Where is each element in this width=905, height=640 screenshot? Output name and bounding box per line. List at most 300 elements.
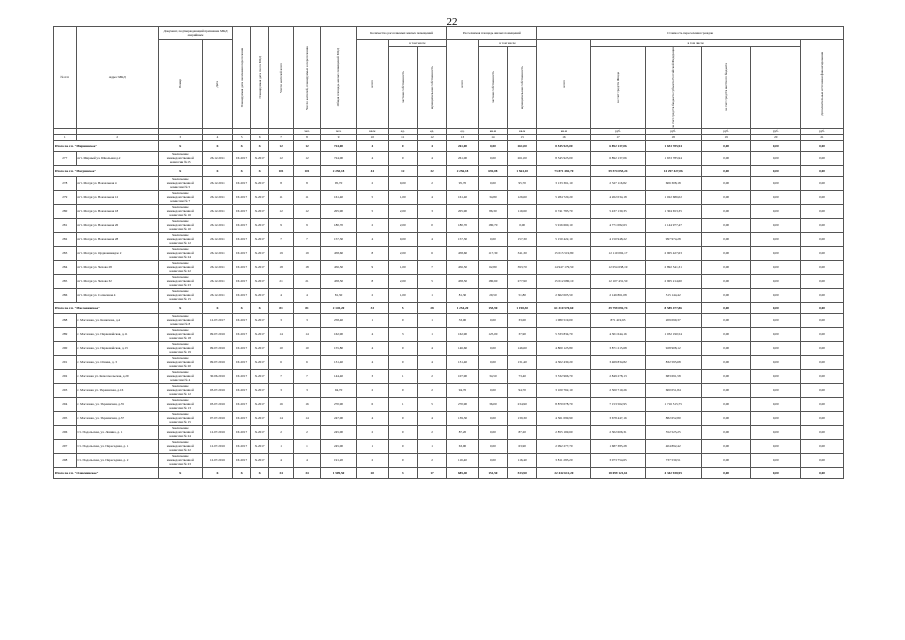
column-number: 8	[293, 134, 320, 140]
table-cell: 157,30	[321, 232, 357, 246]
table-cell: 15 012 680,10	[537, 274, 591, 288]
table-cell: 0,00	[701, 411, 751, 425]
table-cell: 119,60	[508, 204, 537, 218]
table-cell: 26.12.2011	[202, 151, 232, 165]
table-cell: 139,30	[447, 411, 479, 425]
table-cell: 692,08	[478, 165, 507, 176]
table-cell: 180,60	[478, 274, 507, 288]
address-cell: пгт. Могдя ул. Орджоникидзе 2	[76, 246, 158, 260]
document-cell: Заключение межведомственной комиссии № 20	[158, 355, 202, 369]
table-cell: 0,00	[801, 190, 844, 204]
table-cell: 6 892 137,06	[591, 140, 645, 151]
table-cell: 162,90	[321, 327, 357, 341]
table-cell: 28	[417, 302, 446, 313]
table-cell: 116,40	[508, 453, 537, 467]
table-cell: 458,60	[321, 246, 357, 260]
table-cell: 0,00	[701, 246, 751, 260]
table-cell: 0,00	[478, 176, 507, 190]
resettlement-table	[53, 26, 844, 479]
table-cell: 9	[357, 260, 389, 274]
unit-cell: ед.	[447, 128, 479, 134]
table-cell: 282	[54, 232, 77, 246]
table-cell: 09.07.2016	[202, 355, 232, 369]
table-cell: 14 947 179,50	[537, 260, 591, 274]
table-cell: 0	[388, 313, 417, 327]
hdr-area-total: всего	[447, 40, 479, 129]
table-cell: 4	[417, 190, 446, 204]
table-row	[54, 425, 844, 439]
column-number: 17	[591, 134, 645, 140]
table-cell: 0,00	[751, 439, 801, 453]
table-cell: 3	[269, 383, 294, 397]
table-cell: IX.2017	[233, 232, 251, 246]
table-cell: 297	[54, 439, 77, 453]
unit-cell: кв.м	[537, 128, 591, 134]
table-row	[54, 397, 844, 411]
table-cell: 73,40	[508, 369, 537, 383]
table-cell: 2 892 541,31	[645, 260, 701, 274]
table-cell: 1 304 653,35	[645, 204, 701, 218]
table-cell: 1	[357, 439, 389, 453]
address-cell: Ст. Подольская, ул. Пересадная, д. 1	[76, 439, 158, 453]
table-cell: 1 144 977,47	[645, 218, 701, 232]
table-cell: 0,00	[701, 165, 751, 176]
table-cell: 997 974,28	[645, 232, 701, 246]
table-cell: 0,00	[701, 397, 751, 411]
hdr-cost-local-2	[751, 47, 801, 129]
table-cell: 4	[269, 453, 294, 467]
table-cell: 26.12.2011	[202, 274, 232, 288]
table-cell: 4 342 938,95	[645, 467, 701, 478]
hdr-residents: Число жителей всего	[269, 27, 294, 129]
table-cell: 1	[417, 288, 446, 302]
table-cell: 1	[417, 313, 446, 327]
table-cell: X.2017	[251, 397, 269, 411]
table-row	[54, 439, 844, 453]
table-cell: 261,00	[447, 151, 479, 165]
table-cell: X	[233, 467, 251, 478]
table-cell: 6	[293, 355, 320, 369]
table-cell: 2 849 278,13	[591, 369, 645, 383]
table-cell: 5	[417, 397, 446, 411]
table-cell: 12.07.2016	[202, 425, 232, 439]
table-cell: 107,90	[447, 369, 479, 383]
table-cell: 0	[388, 439, 417, 453]
table-cell: 0,00	[751, 165, 801, 176]
table-cell: 4	[417, 151, 446, 165]
table-cell: 3 678 447,16	[591, 411, 645, 425]
column-number: 20	[751, 134, 801, 140]
table-cell: 12 107 431,50	[591, 274, 645, 288]
document-cell: Заключение межведомственной комиссии № 24	[158, 246, 202, 260]
address-cell: пгт. Мирный ул. Школьная д.2	[76, 151, 158, 165]
table-cell: 291	[54, 355, 77, 369]
table-cell: X.2017	[251, 383, 269, 397]
table-cell: 0,00	[701, 369, 751, 383]
table-cell: 284	[54, 260, 77, 274]
table-cell: 289	[54, 327, 77, 341]
table-cell: 18 099 121,61	[591, 467, 645, 478]
table-cell: 5 916 660,10	[537, 218, 591, 232]
table-cell: 6 741 783,70	[537, 204, 591, 218]
table-cell: 205,90	[321, 204, 357, 218]
table-cell: 0,00	[701, 218, 751, 232]
table-row	[54, 218, 844, 232]
table-cell: X	[202, 140, 232, 151]
table-row	[54, 411, 844, 425]
table-cell: 19	[293, 246, 320, 260]
column-number: 10	[357, 134, 389, 140]
table-cell: 0,00	[751, 425, 801, 439]
table-cell: 0,00	[701, 383, 751, 397]
table-cell: X.2017	[251, 411, 269, 425]
table-cell: 8	[269, 176, 294, 190]
table-cell: 1 022 686,02	[645, 190, 701, 204]
table-cell: 2,00	[388, 246, 417, 260]
table-cell: 12	[269, 204, 294, 218]
table-row	[54, 190, 844, 204]
table-cell: 0,00	[751, 140, 801, 151]
table-cell: 191,20	[321, 453, 357, 467]
table-cell: 33	[357, 302, 389, 313]
table-cell: 1	[269, 439, 294, 453]
table-cell: 0,00	[751, 246, 801, 260]
table-cell: X.2017	[251, 341, 269, 355]
column-number: 21	[801, 134, 844, 140]
table-cell: 0,00	[701, 453, 751, 467]
table-cell: 393,70	[508, 260, 537, 274]
table-cell: 3 811 283,20	[537, 453, 591, 467]
table-cell: 288	[54, 313, 77, 327]
document-cell: Заключение межведомственной комиссии № 10	[158, 218, 202, 232]
table-cell: 101	[293, 165, 320, 176]
table-cell: IX.2017	[233, 151, 251, 165]
table-cell: 81	[293, 302, 320, 313]
table-cell: 0,00	[701, 140, 751, 151]
table-cell: 5	[388, 302, 417, 313]
table-cell: 290	[54, 341, 77, 355]
table-cell: 4 561 099,90	[537, 411, 591, 425]
table-row	[54, 151, 844, 165]
table-cell: 685,40	[447, 467, 479, 478]
table-cell: 279	[54, 190, 77, 204]
table-cell: 0,00	[751, 218, 801, 232]
table-cell: 12	[269, 140, 294, 151]
table-cell: 5	[357, 190, 389, 204]
table-cell: 3 100 762,10	[537, 383, 591, 397]
unit-cell: ед.	[388, 128, 417, 134]
table-cell: 33,00	[447, 313, 479, 327]
table-cell: 34	[293, 467, 320, 478]
table-cell: 4	[293, 288, 320, 302]
table-cell: 155,80	[321, 341, 357, 355]
address-cell: пгт. Могдя ул. Солнечная 4	[76, 288, 158, 302]
table-cell: 0,00	[751, 355, 801, 369]
column-number: 16	[537, 134, 591, 140]
table-cell: 4	[357, 341, 389, 355]
table-cell: 4	[293, 453, 320, 467]
table-cell: 0,00	[701, 151, 751, 165]
address-cell: пгт. Могдя ул. Вокзальная 12	[76, 190, 158, 204]
table-cell: IX.2017	[233, 274, 251, 288]
hdr-address: Адрес МКД	[76, 27, 158, 129]
table-cell: 4	[417, 341, 446, 355]
table-cell: 3	[293, 313, 320, 327]
table-cell: 09.07.2016	[202, 327, 232, 341]
table-cell: 81,30	[447, 288, 479, 302]
table-cell: 4 262 034,18	[591, 190, 645, 204]
document-cell: Заключение межведомственной комиссии № 15	[158, 288, 202, 302]
table-cell: 21	[269, 274, 294, 288]
data-rows	[54, 140, 844, 478]
table-cell: 11	[293, 190, 320, 204]
hdr-qty-total: всего	[357, 40, 389, 129]
table-cell: IX.2017	[233, 383, 251, 397]
table-cell: 1 653 785,94	[645, 140, 701, 151]
table-cell: 30.06.2016	[202, 369, 232, 383]
hdr-doc: Документ, подтверждающий признание МКД аварийным	[158, 27, 232, 40]
table-cell: X	[251, 140, 269, 151]
table-cell: 6 892 137,06	[591, 151, 645, 165]
table-cell: 0,00	[701, 232, 751, 246]
table-cell: IX.2017	[233, 439, 251, 453]
table-cell: 0,00	[801, 453, 844, 467]
table-cell: X.2017	[251, 246, 269, 260]
hdr-area-private: частная собственность	[478, 47, 507, 129]
table-cell: 63,90	[508, 439, 537, 453]
table-cell: 1 080 519,00	[537, 313, 591, 327]
table-cell: 0,00	[801, 313, 844, 327]
table-cell: 0	[388, 383, 417, 397]
document-cell: Заключение межведомственной комиссии № 23	[158, 274, 202, 288]
address-cell: г. Масловка, ул. Первомайская, д.11	[76, 327, 158, 341]
table-cell: 94,70	[508, 383, 537, 397]
column-number: 14	[478, 134, 507, 140]
table-cell: 26.12.2011	[202, 246, 232, 260]
table-cell: 458,50	[321, 274, 357, 288]
table-cell: 2	[293, 425, 320, 439]
table-cell: 4 150 948,22	[591, 232, 645, 246]
table-cell: 101	[269, 165, 294, 176]
document-cell: Заключение межведомственной комиссии № 5	[158, 176, 202, 190]
table-cell: 39 799 092,74	[591, 302, 645, 313]
table-cell: X	[233, 140, 251, 151]
table-cell: 0,00	[801, 397, 844, 411]
table-cell: X	[233, 302, 251, 313]
table-cell: 1	[388, 369, 417, 383]
table-cell: IX.2017	[233, 313, 251, 327]
table-cell: X	[251, 165, 269, 176]
table-cell: 283	[54, 246, 77, 260]
table-cell: 146,60	[447, 341, 479, 355]
table-cell: 0,00	[701, 260, 751, 274]
table-cell: 7 153 562,95	[591, 397, 645, 411]
table-cell: 62,80	[478, 260, 507, 274]
table-cell: 8 545 923,00	[537, 151, 591, 165]
table-cell: 1 032 190,54	[645, 327, 701, 341]
table-cell: 292	[54, 369, 77, 383]
table-cell: 4	[357, 232, 389, 246]
document-cell: Заключение межведомственной комиссии № 23	[158, 453, 202, 467]
table-cell: 0,00	[508, 218, 537, 232]
table-cell: 0,00	[388, 232, 417, 246]
table-cell: 458,60	[447, 246, 479, 260]
table-cell: 285	[54, 274, 77, 288]
table-cell: 2,00	[388, 218, 417, 232]
table-cell: 0,00	[701, 467, 751, 478]
table-cell: X.2017	[251, 327, 269, 341]
table-cell: 2 527 116,82	[591, 176, 645, 190]
table-cell: 34,80	[478, 190, 507, 204]
table-cell: 683 691,58	[645, 369, 701, 383]
table-cell: 0	[388, 453, 417, 467]
table-cell: 0,00	[751, 383, 801, 397]
table-cell: 404 892,42	[645, 439, 701, 453]
table-cell: 882 652,80	[645, 411, 701, 425]
table-cell: 0,00	[751, 288, 801, 302]
address-cell: пгт. Могдя ул. Чехова 32	[76, 274, 158, 288]
table-cell: X.2017	[251, 190, 269, 204]
table-cell: 0,00	[478, 313, 507, 327]
table-cell: 458,50	[447, 274, 479, 288]
unit-cell: кв.м	[508, 128, 537, 134]
table-cell: 94,70	[321, 383, 357, 397]
table-cell: 606 308,18	[645, 176, 701, 190]
table-cell: 10	[269, 341, 294, 355]
unit-cell: руб.	[645, 128, 701, 134]
table-cell: 12	[388, 165, 417, 176]
table-cell: 0,00	[701, 288, 751, 302]
table-cell: IX.2017	[233, 327, 251, 341]
table-cell: 7	[269, 232, 294, 246]
table-cell: 131,40	[321, 355, 357, 369]
hdr-cost-extra: Дополнительные источники финансирования	[801, 40, 844, 129]
table-cell: 0,00	[801, 232, 844, 246]
table-cell: X.2017	[251, 218, 269, 232]
table-cell: 4	[357, 140, 389, 151]
table-cell: 3 073 754,65	[591, 453, 645, 467]
table-cell: 12 054 638,19	[591, 260, 645, 274]
table-cell: 0,00	[801, 246, 844, 260]
table-cell: X.2017	[251, 355, 269, 369]
table-row	[54, 232, 844, 246]
address-cell: Ст. Подольская, ул. Пересадная, д. 2	[76, 453, 158, 467]
column-number: 19	[701, 134, 751, 140]
table-cell: 0,00	[801, 327, 844, 341]
table-cell: 22 442 612,20	[537, 467, 591, 478]
column-number: 13	[447, 134, 479, 140]
table-cell: 0,00	[751, 341, 801, 355]
table-cell: 277,90	[508, 274, 537, 288]
column-number: 7	[269, 134, 294, 140]
table-cell: X.2017	[251, 369, 269, 383]
unit-cell: чел.	[321, 128, 357, 134]
table-cell: 29,50	[478, 288, 507, 302]
table-cell: 0,00	[751, 411, 801, 425]
table-cell: 0,00	[751, 313, 801, 327]
page-number: 22	[446, 16, 458, 28]
address-cell: Ст. Подольская, ул. Ленина, д. 1	[76, 425, 158, 439]
table-cell: X	[251, 467, 269, 478]
table-cell: 18	[293, 260, 320, 274]
table-cell: 293	[54, 383, 77, 397]
table-cell: 2 302 606,31	[591, 425, 645, 439]
table-cell: 12.07.2017	[202, 313, 232, 327]
hdr-cost-local: за счет средств местного бюджета	[701, 47, 751, 129]
table-cell: 157,30	[508, 232, 537, 246]
table-row	[54, 260, 844, 274]
table-cell: 0,00	[701, 439, 751, 453]
table-cell: 1 653 785,94	[645, 151, 701, 165]
table-cell: IX.2017	[233, 425, 251, 439]
table-cell: 5 437 130,35	[591, 204, 645, 218]
subtotal-row	[54, 165, 844, 176]
table-cell: 2	[417, 453, 446, 467]
document-cell: Заключение межведомственной комиссии № 22	[158, 439, 202, 453]
table-cell: X.2017	[251, 204, 269, 218]
table-cell: 2	[357, 288, 389, 302]
subtotal-label: Итого по г.п. "Масловинское"	[54, 302, 159, 313]
table-cell: 8	[357, 274, 389, 288]
table-cell: 2,00	[388, 204, 417, 218]
table-cell: 280	[54, 204, 77, 218]
table-cell: 270,90	[447, 397, 479, 411]
table-cell: 0	[388, 411, 417, 425]
address-cell: г. Масловка, ул. Украинская, д.37	[76, 411, 158, 425]
table-cell: 4 302 430,20	[537, 355, 591, 369]
table-cell: X.2017	[251, 453, 269, 467]
table-cell: 0	[388, 341, 417, 355]
table-cell: 12	[293, 140, 320, 151]
table-cell: 157,30	[447, 232, 479, 246]
table-cell: 286	[54, 288, 77, 302]
table-cell: 2	[269, 425, 294, 439]
table-cell: 832 595,68	[645, 355, 701, 369]
table-cell: IX.2017	[233, 288, 251, 302]
table-cell: 5	[417, 274, 446, 288]
table-cell: 34	[269, 467, 294, 478]
table-cell: 33,00	[508, 313, 537, 327]
document-cell: Заключение межведомственной комиссии № 19	[158, 341, 202, 355]
table-cell: 0,00	[801, 355, 844, 369]
table-cell: 0,00	[801, 274, 844, 288]
table-cell: 26.12.2011	[202, 260, 232, 274]
table-cell: 871 419,63	[591, 313, 645, 327]
table-cell: 245,00	[321, 439, 357, 453]
table-cell: 61 310 570,60	[537, 302, 591, 313]
table-cell: 21	[293, 274, 320, 288]
table-cell: 95,70	[508, 176, 537, 190]
table-cell: 5 284 720,20	[537, 190, 591, 204]
table-cell: 180,70	[321, 218, 357, 232]
table-cell: 2 905 427,63	[645, 246, 701, 260]
table-row	[54, 274, 844, 288]
table-cell: 1 254,20	[447, 302, 479, 313]
table-cell: 16	[269, 397, 294, 411]
table-cell: 12 110 092,17	[591, 246, 645, 260]
column-number: 18	[645, 134, 701, 140]
table-cell: 63,90	[447, 439, 479, 453]
table-row	[54, 453, 844, 467]
hdr-doc-date: Дата	[202, 40, 232, 129]
table-cell: 0,00	[478, 425, 507, 439]
table-cell: 0,00	[801, 383, 844, 397]
table-cell: 7	[417, 260, 446, 274]
table-cell: 73 871 482,70	[537, 165, 591, 176]
subtotal-label: Итого по г.п. "Могдинское"	[54, 165, 159, 176]
table-cell: 0	[388, 425, 417, 439]
table-row	[54, 369, 844, 383]
